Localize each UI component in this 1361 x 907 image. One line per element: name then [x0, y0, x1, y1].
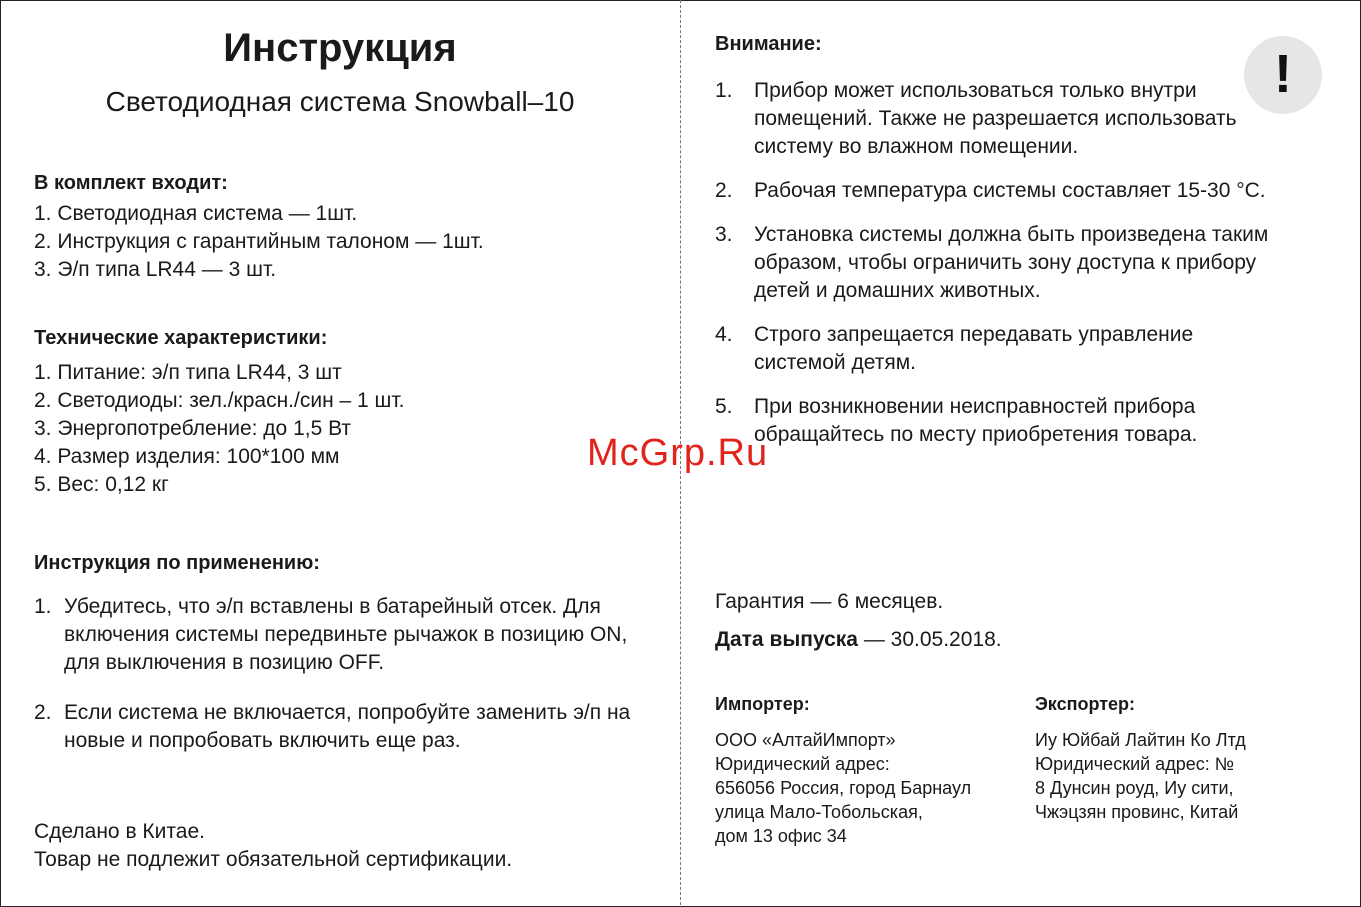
footer-notes	[34, 818, 512, 874]
specs-heading: Технические характеристики:	[34, 327, 328, 349]
page-title: Инструкция	[223, 26, 457, 70]
list-item: 1. Питание: э/п типа LR44, 3 шт	[34, 361, 342, 384]
list-item: 4. Размер изделия: 100*100 мм	[34, 445, 340, 468]
watermark: McGrp.Ru	[587, 432, 769, 474]
release-date	[715, 626, 1002, 654]
importer-address	[715, 728, 971, 848]
usage-heading: Инструкция по применению:	[34, 552, 320, 574]
item-number: 2.	[34, 701, 52, 724]
exporter-heading: Экспортер:	[1035, 694, 1136, 714]
address-line: улица Мало-Тобольская,	[715, 802, 923, 822]
made-in: Сделано в Китае.	[34, 820, 205, 843]
warranty-text: Гарантия — 6 месяцев.	[715, 590, 944, 613]
item-text: Прибор может использоваться только внутри помещений. Также не разрешается использовать систему во влажном помещении.	[754, 79, 1237, 158]
address-line: Юридический адрес:	[715, 754, 890, 774]
list-item: 1. Светодиодная система — 1шт.	[34, 202, 358, 225]
list-item: 3. Э/п типа LR44 — 3 шт.	[34, 258, 277, 281]
item-text: Рабочая температура системы составляет 15-30 °С.	[754, 179, 1266, 202]
kit-heading: В комплект входит:	[34, 172, 228, 194]
list-item: 2. Светодиоды: зел./красн./син – 1 шт.	[34, 389, 405, 412]
list-item	[715, 221, 1290, 305]
address-line: Юридический адрес: №	[1035, 754, 1235, 774]
address-line: дом 13 офис 34	[715, 826, 847, 846]
item-number: 1.	[715, 79, 733, 102]
item-text: При возникновении неисправностей прибора обращайтесь по месту приобретения товара.	[754, 395, 1198, 446]
list-item	[715, 177, 1290, 205]
warning-heading: Внимание:	[715, 33, 822, 55]
item-text: Убедитесь, что э/п вставлены в батарейный отсек. Для включения системы передвиньте рычажок в позицию ON, для выключения в позицию OFF.	[64, 595, 628, 674]
kit-list	[34, 200, 484, 284]
product-subtitle: Светодиодная система Snowball–10	[105, 86, 575, 117]
address-line: ООО «АлтайИмпорт»	[715, 730, 896, 750]
list-item	[34, 699, 664, 755]
item-number: 1.	[34, 595, 52, 618]
importer-heading: Импортер:	[715, 694, 810, 714]
item-number: 5.	[715, 395, 733, 418]
item-text: Если система не включается, попробуйте заменить э/п на новые и попробовать включить еще раз.	[64, 701, 631, 752]
usage-list	[34, 593, 664, 755]
list-item	[715, 321, 1290, 377]
address-line: Чжэцзян провинс, Китай	[1035, 802, 1239, 822]
release-label: Дата выпуска	[715, 628, 858, 651]
item-number: 3.	[715, 223, 733, 246]
list-item: 3. Энергопотребление: до 1,5 Вт	[34, 417, 352, 440]
address-line: 8 Дунсин роуд, Иу сити,	[1035, 778, 1234, 798]
list-item: 2. Инструкция с гарантийным талоном — 1шт.	[34, 230, 484, 253]
item-number: 4.	[715, 323, 733, 346]
exporter-address	[1035, 728, 1246, 824]
item-number: 2.	[715, 179, 733, 202]
release-value: — 30.05.2018.	[858, 628, 1002, 651]
list-item	[34, 593, 664, 677]
item-text: Установка системы должна быть произведена таким образом, чтобы ограничить зону доступа к прибору детей и домашних животных.	[754, 223, 1269, 302]
address-line: 656056 Россия, город Барнаул	[715, 778, 972, 798]
exclamation-icon: !	[1244, 36, 1322, 114]
item-text: Строго запрещается передавать управление системой детям.	[754, 323, 1194, 374]
address-line: Иу Юйбай Лайтин Ко Лтд	[1035, 730, 1246, 750]
warning-list	[715, 77, 1290, 449]
specs-list	[34, 359, 405, 499]
list-item	[715, 393, 1290, 449]
list-item: 5. Вес: 0,12 кг	[34, 473, 169, 496]
certification-note: Товар не подлежит обязательной сертификации.	[34, 848, 513, 871]
list-item	[715, 77, 1290, 161]
